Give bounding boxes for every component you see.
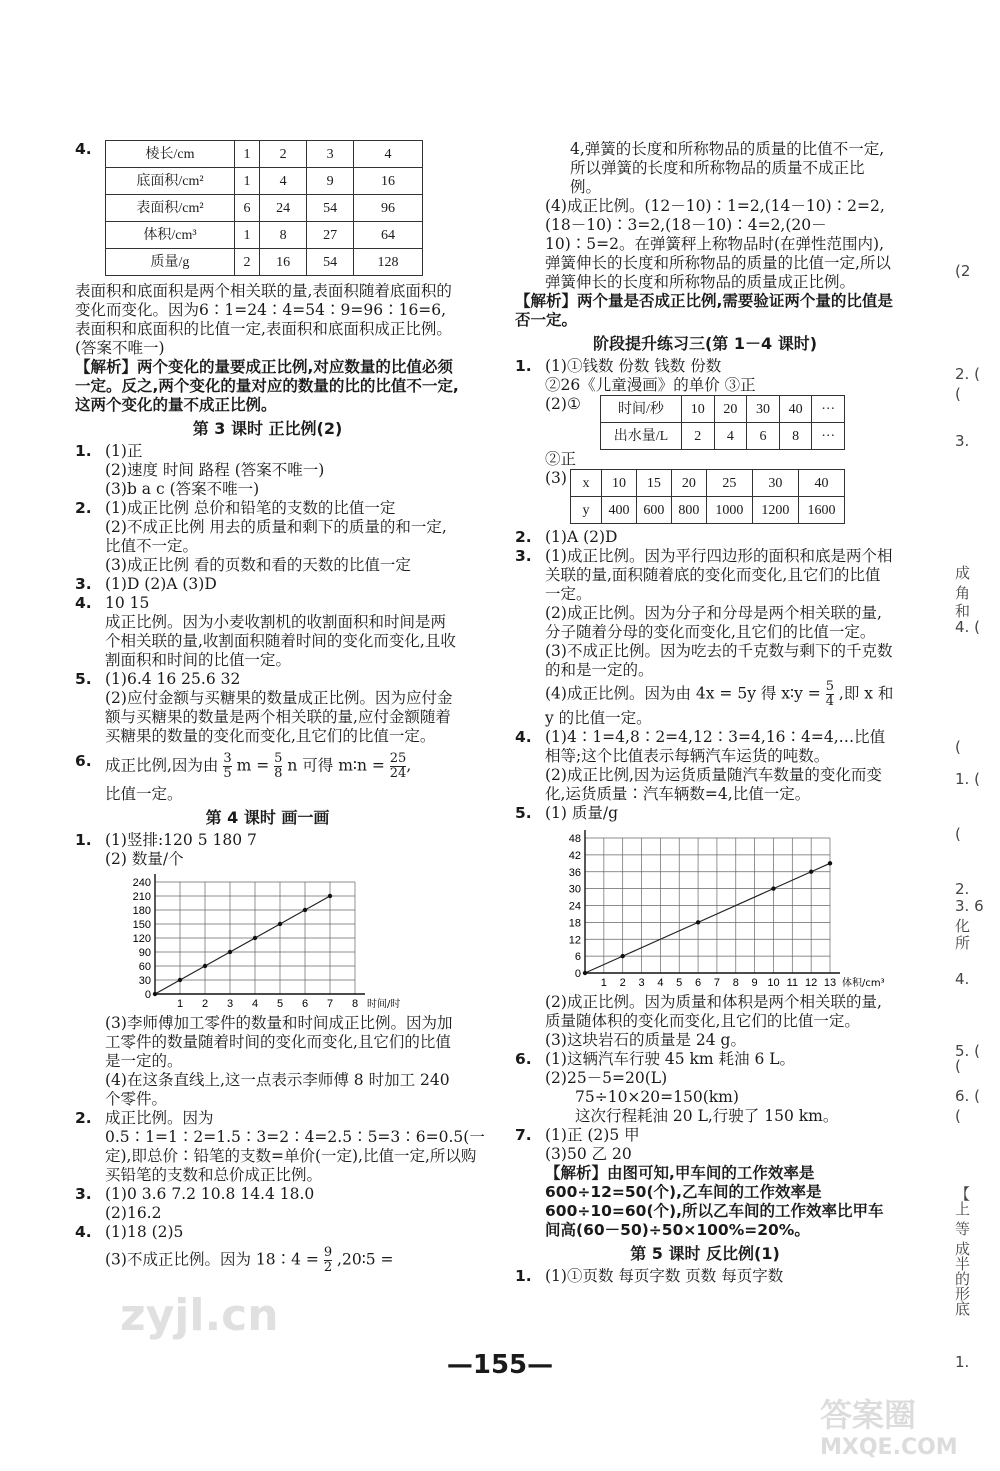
answer-text: 表面积和底面积是两个相关联的量,表面积随着底面积的变化而变化。因为6∶1=24∶4=54∶9=96∶16=6,表面积和底面积的比值一定,表面积和底面积成正比例。(答案不唯一) xyxy=(75,282,452,357)
table-cell: 2 xyxy=(260,141,307,168)
data-point xyxy=(153,992,157,996)
data-point xyxy=(303,908,307,912)
table-cell: 1000 xyxy=(706,497,752,524)
edge-fragment: 底 xyxy=(955,1300,971,1318)
table-cell: 2 xyxy=(682,423,715,450)
answer-line: (1)成正比例。因为平行四边形的面积和底是两个相关联的量,面积随着底的变化而变化,且它们的比值一定。 xyxy=(545,547,893,603)
y-tick-label: 150 xyxy=(132,919,151,931)
row-header-cell: 质量/g xyxy=(106,249,235,276)
page-number: —155— xyxy=(446,1350,554,1380)
answer-line: (1)①页数 每页字数 页数 每页字数 xyxy=(545,1267,784,1285)
data-point xyxy=(620,954,624,958)
row-header-cell: 棱长/cm xyxy=(106,141,235,168)
analysis-text: 【解析】两个量是否成正比例,需要验证两个量的比值是否一定。 xyxy=(515,292,893,329)
answer-line: 4,弹簧的长度和所称物品的质量的比值不一定,所以弹簧的长度和所称物品的质量不成正比例。 xyxy=(570,140,885,196)
section-heading: 第 4 课时 画一画 xyxy=(205,808,330,827)
table-cell: 10 xyxy=(602,470,637,497)
edge-fragment: 上 xyxy=(955,1200,971,1218)
data-table-cube xyxy=(105,140,423,276)
fraction: $\frac{3}{5}$ xyxy=(223,751,232,781)
fraction: $\frac{5}{8}$ xyxy=(274,751,283,781)
watermark: zyjl.cn xyxy=(120,1290,279,1341)
answer-line: (3) xyxy=(545,469,567,487)
answer-line: (2)速度 时间 路程 (答案不唯一) xyxy=(105,461,325,479)
table-cell: 20 xyxy=(714,396,747,423)
answer-line: (2)成正比例,因为运货质量随汽车数量的变化而变化,运货质量∶汽车辆数=4,比值一定。 xyxy=(545,766,882,803)
edge-fragment: 3. 6 xyxy=(955,897,984,915)
table-cell: 27 xyxy=(307,222,354,249)
answer-line: 75÷10×20=150(km) xyxy=(575,1088,739,1106)
x-axis-label: 体积/cm³ xyxy=(842,978,885,988)
table-cell: 64 xyxy=(354,222,423,249)
answer-line: (1)18 (2)5 xyxy=(105,1223,184,1241)
edge-fragment: 2. ( xyxy=(955,365,980,383)
answer-line: (4)成正比例。因为由 4x = 5y 得 x∶y = $\frac{5}{4}$ ,即 x 和 y 的比值一定。 xyxy=(545,679,894,727)
x-tick-label: 4 xyxy=(251,998,259,1009)
table-cell: 16 xyxy=(354,168,423,195)
answer-line: (1)正 (2)5 甲 xyxy=(545,1126,640,1144)
row-header-cell: y xyxy=(571,497,602,524)
answer-line: (4)成正比例。(12－10)∶1=2,(14－10)∶2=2,(18－10)∶3=2,(18－10)∶4=2,(20－10)∶5=2。在弹簧秤上称物品时(在弹性范围内),弹簧伸长的长度和所称物品的质量的比值一定,所以弹簧伸长的长度和所称物品的质量成正比例。 xyxy=(545,197,891,291)
y-tick-label: 42 xyxy=(568,849,581,862)
q-number: 4. xyxy=(75,140,92,158)
y-tick-label: 48 xyxy=(568,833,581,845)
edge-fragment: 4. ( xyxy=(955,618,980,636)
x-tick-label: 7 xyxy=(326,998,334,1009)
answer-line: (1)竖排:120 5 180 7 xyxy=(105,831,257,849)
chart-ylabel: 数量/个 xyxy=(131,850,184,868)
y-tick-label: 12 xyxy=(568,934,581,947)
row-header-cell: 表面积/cm² xyxy=(106,195,235,222)
section-heading: 第 3 课时 正比例(2) xyxy=(192,419,343,438)
row-header-cell: 底面积/cm² xyxy=(106,168,235,195)
answer-line: (3)成正比例 看的页数和看的天数的比值一定 xyxy=(105,556,411,574)
table-cell: 40 xyxy=(798,470,844,497)
data-point xyxy=(178,978,182,982)
x-tick-label: 12 xyxy=(805,977,818,988)
answer-line: (1)成正比例 总价和铅笔的支数的比值一定 xyxy=(105,499,396,517)
table-row xyxy=(601,423,845,450)
answer-line: (2)16.2 xyxy=(105,1204,162,1222)
table-cell: 1600 xyxy=(798,497,844,524)
table-row xyxy=(601,396,845,423)
x-tick-label: 3 xyxy=(638,977,645,988)
table-cell: 128 xyxy=(354,249,423,276)
x-tick-label: 4 xyxy=(657,977,664,988)
edge-fragment: ( xyxy=(955,1107,961,1125)
edge-fragment: 3. xyxy=(955,432,970,450)
left-column: 4. 棱长/cm 1 2 3 4 底面积/cm² 1 4 9 16 表面积/cm² 6 24 54 96 体积/cm³ 1 8 27 64 质量/g 2 16 54 128 表面积和底面积是两个相关联的量,表面积随着底面积的变化而变化。因为6∶1=24∶4=54∶9=96∶16=6,表面积和底面积的比值一定,表面积和底面积成正比例。(答案不唯一) 【解析】两个变化的量要成正比例,对应数量的比值必须一定。反之,两个变化的量对应的数量的比的比值不一定,这两个变化的量不成正比例。 第 3 课时 正比例(2) 1. (1)正 (2)速度 时间 路程 (答案不唯一) (3)b a c (答案不唯一) 2. (1)成正比例 总价和铅笔的支数的比值一定 (2)不成正比例 用去的质量和剩下的质量的和一定,比值不一定。 (3)成正比例 看的页数和看的天数的比值一定 3. (1)D (2)A (3)D 4. 10 15 成正比例。因为小麦收割机的收割面积和时间是两个相关联的量,收割面积随着时间的变化而变化,且收割面积和时间的比值一定。 5. (1)6.4 16 25.6 32 (2)应付金额与买糖果的数量成正比例。因为应付金额与买糖果的数量是两个相关联的量,应付金额随着买糖果的数量的变化而变化,且它们的比值一定。 6. 成正比例,因为由 $\frac{3}{5}$ m = $\frac{5}{8}$ n 可得 m∶n = $\frac{25}{24}$ , 比值一定。 第 4 课时 画一画 1. (1)竖排:120 5 180 7 (2) 数量/个 0 30 60 90 120 150 180 210 240 1 2 3 4 5 6 7 8 时间/时 (3)李师傅加工零件的数量和时间成正比例。因为加工零件的数量随着时间的变化而变化,且它们的比值是一定的。 (4)在这条直线上,这一点表示李师傅 8 时加工 240 个零件。 2. 成正比例。因为 0.5∶1=1∶2=1.5∶3=2∶4=2.5∶5=3∶6=0.5(一定),即总价∶铅笔的支数=单价(一定),比值一定,所以购买铅笔的支数和总价成正比例。 3. (1)0 3.6 7.2 10.8 14.4 18.0 (2)16.2 4. (1)18 (2)5 (3)不成正比例。因为 18∶4 = $\frac{9}{2}$ ,20∶5 = xyxy=(75,140,485,1275)
x-axis-label: 时间/时 xyxy=(367,999,401,1009)
table-cell: 4 xyxy=(260,168,307,195)
data-point xyxy=(328,894,332,898)
table-cell: 600 xyxy=(636,497,671,524)
answer-line: (1)①钱数 份数 钱数 份数 xyxy=(545,357,722,375)
edge-fragment: (2 xyxy=(955,262,971,280)
y-tick-label: 0 xyxy=(574,968,581,980)
fraction: $\frac{25}{24}$ xyxy=(389,751,407,781)
answer-line: (1)6.4 16 25.6 32 xyxy=(105,670,241,688)
x-tick-label: 11 xyxy=(786,977,799,988)
data-point xyxy=(828,861,832,865)
edge-fragment: 成 xyxy=(955,564,971,582)
fraction: $\frac{5}{4}$ xyxy=(825,679,834,709)
y-tick-label: 36 xyxy=(568,866,581,879)
table-cell: 1 xyxy=(235,141,260,168)
edge-fragment: ( xyxy=(955,385,961,403)
answer-line: (2)成正比例。因为分子和分母是两个相关联的量,分子随着分母的变化而变化,且它们的比值一定。 xyxy=(545,604,882,641)
table-cell: 96 xyxy=(354,195,423,222)
answer-line: ②26《儿童漫画》的单价 ③正 xyxy=(545,376,756,394)
row-header-cell: 出水量/L xyxy=(601,423,682,450)
y-tick-label: 24 xyxy=(568,900,581,913)
answer-line: (1)D (2)A (3)D xyxy=(105,575,217,593)
x-tick-label: 2 xyxy=(619,977,626,988)
data-point xyxy=(203,964,207,968)
answer-line: (1)这辆汽车行驶 45 km 耗油 6 L。 xyxy=(545,1050,796,1068)
y-tick-label: 0 xyxy=(144,989,151,1001)
answer-line: 这次行程耗油 20 L,行驶了 150 km。 xyxy=(575,1107,839,1125)
edge-fragment: ( xyxy=(955,825,961,843)
table-cell: 54 xyxy=(307,249,354,276)
table-cell: 16 xyxy=(260,249,307,276)
data-point xyxy=(583,971,587,975)
edge-fragment: 所 xyxy=(955,934,971,952)
y-tick-label: 18 xyxy=(568,917,581,930)
table-row xyxy=(106,222,423,249)
answer-line: (2)成正比例。因为质量和体积是两个相关联的量,质量随体积的变化而变化,且它们的比值一定。 xyxy=(545,993,882,1030)
answer-line: (2)25－5=20(L) xyxy=(545,1069,668,1087)
answer-line: (1)A (2)D xyxy=(545,528,618,546)
edge-fragment: 半 xyxy=(955,1255,971,1273)
table-cell: 54 xyxy=(307,195,354,222)
table-cell: 4 xyxy=(354,141,423,168)
row-header-cell: 体积/cm³ xyxy=(106,222,235,249)
x-tick-label: 5 xyxy=(676,977,683,988)
data-table-water xyxy=(600,395,845,450)
answer-line: ②正 xyxy=(545,450,577,468)
edge-fragment: 6. ( xyxy=(955,1087,980,1105)
data-point xyxy=(278,922,282,926)
section-heading: 第 5 课时 反比例(1) xyxy=(630,1244,780,1263)
y-tick-label: 240 xyxy=(132,877,151,889)
x-tick-label: 5 xyxy=(276,998,284,1009)
table-cell: ··· xyxy=(812,423,845,450)
row-header-cell: x xyxy=(571,470,602,497)
table-cell: 20 xyxy=(671,470,706,497)
table-row xyxy=(571,470,845,497)
table-cell: 8 xyxy=(779,423,812,450)
answer-line: (1)0 3.6 7.2 10.8 14.4 18.0 xyxy=(105,1185,315,1203)
table-cell: ··· xyxy=(812,396,845,423)
x-tick-label: 3 xyxy=(226,998,234,1009)
x-tick-label: 1 xyxy=(176,998,184,1009)
answer-line: (1)4∶1=4,8∶2=4,12∶3=4,16∶4=4,…比值相等;这个比值表示每辆汽车运货的吨数。 xyxy=(545,728,886,765)
table-cell: 30 xyxy=(752,470,798,497)
section-heading: 阶段提升练习三(第 1－4 课时) xyxy=(592,334,818,353)
table-cell: 400 xyxy=(602,497,637,524)
table-cell: 6 xyxy=(747,423,780,450)
edge-fragment: 1. ( xyxy=(955,770,980,788)
answer-line: 10 15 xyxy=(105,594,150,612)
table-cell: 3 xyxy=(307,141,354,168)
row-header-cell: 时间/秒 xyxy=(601,396,682,423)
y-tick-label: 6 xyxy=(574,951,581,964)
data-point xyxy=(253,936,257,940)
edge-fragment: 【 xyxy=(955,1185,971,1203)
table-cell: 2 xyxy=(235,249,260,276)
table-cell: 1 xyxy=(235,222,260,249)
edge-fragment: 等 xyxy=(955,1220,971,1238)
answer-line: 成正比例。因为小麦收割机的收割面积和时间是两个相关联的量,收割面积随着时间的变化而变化,且收割面积和时间的比值一定。 xyxy=(105,613,456,669)
answer-line: (3)李师傅加工零件的数量和时间成正比例。因为加工零件的数量随着时间的变化而变化,且它们的比值是一定的。 xyxy=(105,1014,453,1070)
edge-fragment: 4. xyxy=(955,970,970,988)
table-cell: 40 xyxy=(779,396,812,423)
x-tick-label: 9 xyxy=(751,977,758,988)
table-row xyxy=(106,141,423,168)
watermark-url: MXQE.COM xyxy=(820,1435,958,1460)
edge-fragment: ( xyxy=(955,1057,961,1075)
data-table-xy xyxy=(570,469,845,524)
fraction: $\frac{9}{2}$ xyxy=(323,1245,333,1275)
x-tick-label: 10 xyxy=(767,977,780,988)
y-tick-label: 30 xyxy=(568,883,581,896)
x-tick-label: 1 xyxy=(600,977,607,988)
answer-line: (3)50 乙 20 xyxy=(545,1145,632,1163)
edge-fragment: 的 xyxy=(955,1270,971,1288)
edge-fragment: 5. ( xyxy=(955,1042,980,1060)
edge-fragment: 2. xyxy=(955,880,970,898)
data-point xyxy=(771,886,775,890)
y-tick-label: 90 xyxy=(138,947,151,959)
answer-line: (1)正 xyxy=(105,442,143,460)
table-row xyxy=(106,195,423,222)
edge-fragment: 角 xyxy=(955,584,971,602)
table-row xyxy=(106,168,423,195)
answer-line: (3)不成正比例。因为 18∶4 = $\frac{9}{2}$ ,20∶5 = xyxy=(105,1245,394,1275)
data-point xyxy=(696,920,700,924)
edge-fragment: 1. xyxy=(955,1353,970,1371)
answer-line: (2)① xyxy=(545,395,581,413)
answer-line: 成正比例。因为 0.5∶1=1∶2=1.5∶3=2∶4=2.5∶5=3∶6=0.5(一定),即总价∶铅笔的支数=单价(一定),比值一定,所以购买铅笔的支数和总价成正比例。 xyxy=(105,1109,485,1184)
y-tick-label: 30 xyxy=(138,975,151,987)
answer-line: (3)不成正比例。因为吃去的千克数与剩下的千克数的和是一定的。 xyxy=(545,642,893,679)
answer-line: (2) 数量/个 xyxy=(105,850,184,868)
answer-line: (2)应付金额与买糖果的数量成正比例。因为应付金额与买糖果的数量是两个相关联的量,应付金额随着买糖果的数量的变化而变化,且它们的比值一定。 xyxy=(105,689,453,745)
answer-line: 比值一定。 xyxy=(105,785,183,803)
table-cell: 4 xyxy=(714,423,747,450)
line-chart-workers xyxy=(115,869,415,1009)
edge-fragment: ( xyxy=(955,738,961,756)
table-row xyxy=(106,249,423,276)
table-cell: 10 xyxy=(682,396,715,423)
x-tick-label: 2 xyxy=(201,998,209,1009)
edge-fragment: 化 xyxy=(955,917,971,935)
analysis-text: 【解析】由图可知,甲车间的工作效率是 600÷12=50(个),乙车间的工作效率是 600÷10=60(个),所以乙车间的工作效率比甲车间高(60－50)÷50×100%=20%。 xyxy=(545,1164,884,1239)
x-tick-label: 8 xyxy=(732,977,739,988)
x-tick-label: 8 xyxy=(351,998,359,1009)
chart-ylabel: 质量/g xyxy=(571,804,619,822)
x-tick-label: 6 xyxy=(695,977,702,988)
data-point xyxy=(228,950,232,954)
table-cell: 800 xyxy=(671,497,706,524)
table-cell: 30 xyxy=(747,396,780,423)
y-tick-label: 120 xyxy=(132,933,151,945)
data-point xyxy=(809,870,813,874)
table-cell: 24 xyxy=(260,195,307,222)
answer-line: (2)不成正比例 用去的质量和剩下的质量的和一定,比值不一定。 xyxy=(105,518,447,555)
watermark-logo: 答案圈 xyxy=(820,1396,917,1434)
answer-line: (3)这块岩石的质量是 24 g。 xyxy=(545,1031,746,1049)
x-tick-label: 7 xyxy=(713,977,720,988)
x-tick-label: 6 xyxy=(301,998,309,1009)
table-cell: 15 xyxy=(636,470,671,497)
table-cell: 6 xyxy=(235,195,260,222)
edge-fragment: 成 xyxy=(955,1240,971,1258)
table-row xyxy=(571,497,845,524)
table-cell: 1200 xyxy=(752,497,798,524)
middle-column: 4,弹簧的长度和所称物品的质量的比值不一定,所以弹簧的长度和所称物品的质量不成正比例。 (4)成正比例。(12－10)∶1=2,(14－10)∶2=2,(18－10)∶3=2,(18－10)∶4=2,(20－10)∶5=2。在弹簧秤上称物品时(在弹性范围内),弹簧伸长的长度和所称物品的质量的比值一定,所以弹簧伸长的长度和所称物品的质量成正比例。 【解析】两个量是否成正比例,需要验证两个量的比值是否一定。 阶段提升练习三(第 1－4 课时) 1. (1)①钱数 份数 钱数 份数 ②26《儿童漫画》的单价 ③正 (2)① 时间/秒 10 20 30 40 ··· 出水量/L 2 4 6 8 ··· ②正 (3) x 10 15 20 25 30 40 y 400 600 800 1000 1200 1600 2. (1)A (2)D 3. (1)成正比例。因为平行四边形的面积和底是两个相关联的量,面积随着底的变化而变化,且它们的比值一定。 (2)成正比例。因为分子和分母是两个相关联的量,分子随着分母的变化而变化,且它们的比值一定。 (3)不成正比例。因为吃去的千克数与剩下的千克数的和是一定的。 (4)成正比例。因为由 4x = 5y 得 x∶y = $\frac{5}{4}$ ,即 x 和 y 的比值一定。 4. (1)4∶1=4,8∶2=4,12∶3=4,16∶4=4,…比值相等;这个比值表示每辆汽车运货的吨数。 (2)成正比例,因为运货质量随汽车数量的变化而变化,运货质量∶汽车辆数=4,比值一定。 5. (1) 质量/g 0 6 12 18 24 30 36 42 48 1 2 3 4 5 6 7 8 9 10 11 12 13 体积/cm³ (2)成正比例。因为质量和体积是两个相关联的量,质量随体积的变化而变化,且它们的比值一定。 (3)这块岩石的质量是 24 g。 6. (1)这辆汽车行驶 45 km 耗油 6 L。 (2)25－5=20(L) 75÷10×20=150(km) 这次行程耗油 20 L,行驶了 150 km。 7. (1)正 (2)5 甲 (3)50 乙 20 【解析】由图可知,甲车间的工作效率是 600÷12=50(个),乙车间的工作效率是 600÷10=60(个),所以乙车间的工作效率比甲车间高(60－50)÷50×100%=20%。 第 5 课时 反比例(1) 1. (1)①页数 每页字数 页数 每页字数 xyxy=(515,140,894,1285)
y-tick-label: 210 xyxy=(132,891,151,903)
line-chart-mass-volume xyxy=(545,823,885,988)
table-cell: 25 xyxy=(706,470,752,497)
x-tick-label: 13 xyxy=(823,977,837,988)
answer-line: (3)b a c (答案不唯一) xyxy=(105,480,260,498)
table-cell: 8 xyxy=(260,222,307,249)
y-tick-label: 60 xyxy=(138,961,151,973)
answer-line: 成正比例,因为由 $\frac{3}{5}$ m = $\frac{5}{8}$ n 可得 m∶n = $\frac{25}{24}$ , xyxy=(105,751,412,781)
table-cell: 1 xyxy=(235,168,260,195)
edge-fragment: 形 xyxy=(955,1285,971,1303)
analysis-text: 【解析】两个变化的量要成正比例,对应数量的比值必须一定。反之,两个变化的量对应的数量的比的比值不一定,这两个变化的量不成正比例。 xyxy=(75,358,459,414)
table-cell: 9 xyxy=(307,168,354,195)
y-tick-label: 180 xyxy=(132,905,151,917)
answer-line: (4)在这条直线上,这一点表示李师傅 8 时加工 240 个零件。 xyxy=(105,1071,450,1108)
edge-fragment: 和 xyxy=(955,602,971,620)
